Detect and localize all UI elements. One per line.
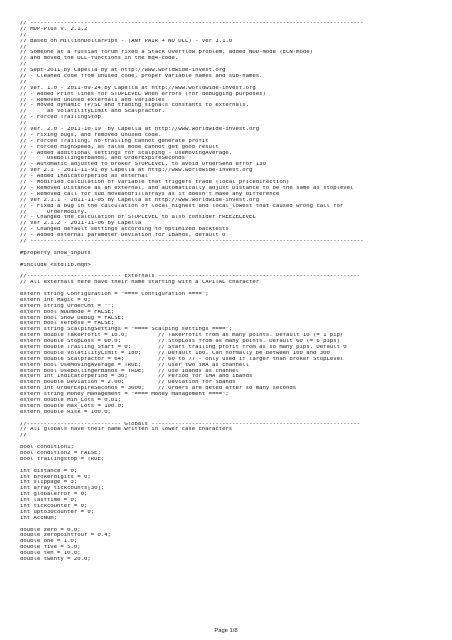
code-line: // - Forced HighSpeed, as false mode cannot get good result [20, 144, 219, 150]
code-line: extern int OrderExpireSeconds = 3600; // Orders are deted after so many seconds [20, 386, 297, 392]
code-line: extern string ScalpingSettings = "==== Scalping settings ===="; [20, 327, 233, 333]
code-line: extern double VolatilityLimit = 180; // Default 180. Can normally be between 100 and 300 [20, 350, 330, 356]
code-line: // - Added Print lines for STOPLEVEL when errors (for debugging purposes) [20, 91, 266, 97]
page-number: Page 1/8 [214, 628, 238, 634]
code-line: // [20, 79, 27, 85]
code-line: // as VolatilityLimit and Scalpfactor. [20, 109, 165, 115]
code-line: extern double Scalpfactor = 64; // 60 to 77 - only used if larger than broker StopLevel [20, 356, 344, 362]
code-line: // - Removed Distance as an external, and automatically adjust Distance to be the same as stoplevel [20, 185, 354, 191]
code-line: // Someone at a russian forum fixed a Stack Overflow problem, added NDD-mode (ECN-mode) [20, 50, 313, 56]
code-line: #include <stdlib.mqh> [20, 262, 91, 268]
code-line: // - Changed the calculation of STOPLEVEL to also consider FREEZELEVEL [20, 215, 256, 221]
code-line: double zeropointfour = 0.4; [20, 533, 111, 539]
code-line: // OrderModify. [20, 209, 88, 215]
code-line: extern double Deviation = 2.00; // Deviation for iBands [20, 380, 236, 386]
code-line: int tickcounter = 0; [20, 504, 88, 510]
code-line: // - Moved dynamic TP/SL and trading signals constants to externals, [20, 103, 250, 109]
code-line: // - Added additional settings for scalping - UseMovingAverage, [20, 150, 233, 156]
code-line: extern bool Show_Debug = FALSE; [20, 315, 125, 321]
code-line: // Ver 2.1 - 2011-11-91 by Capella at http://www.worldwide-invest.org [20, 168, 253, 174]
code-line: // Ver 2.1.1 - 2011-11-05 by Capella at http://www.worldwide-invest.org [20, 197, 260, 203]
code-line: // Based on MillionDollarPips - (ANY PAIR + NO DLL) - ver 1.1.0 [20, 38, 233, 44]
code-line: int globalerror = 0; [20, 492, 88, 498]
code-line: bool condition2 = FALSE; [20, 451, 101, 457]
code-line: double ten = 10.0; [20, 551, 81, 557]
code-line: // UseBollingerBands, and OrderExpireSeconds [20, 156, 186, 162]
code-line: // - Removed call for sub moveandfillarrays as it doesn't make any difference [20, 191, 280, 197]
code-line: //---------------------------- Externals ------------------------------------------------------------ [20, 274, 361, 280]
code-line: extern double Max_Lots = 100.0; [20, 403, 125, 409]
code-line: double five = 5.0; [20, 545, 81, 551]
code-line: extern double Risk = 100.0; [20, 409, 111, 415]
code-line: // --------------------------------------------------------------------------------------------------- [20, 21, 364, 26]
code-line: // Ver. 2.0 - 2011-10-19 by Capella at http://www.worldwide-invest.org [20, 127, 260, 133]
code-line: // - Added Indicatorperiod as external [20, 174, 148, 180]
code-line: int distance = 0; [20, 468, 78, 474]
code-line: // Ver 2.1.2 - 2011-11-06 by Capella [20, 221, 142, 227]
code-line: // --------------------------------------------------------------------------------------------------- [20, 238, 364, 244]
code-line: extern double Min_Lots = 0.01; [20, 398, 122, 403]
code-line: // Sept-2011 by Capella by at http://www.worldwide-invest.org [20, 68, 226, 74]
code-line: extern bool UseMovingAverage = TRUE; // User two iMA as channell [20, 362, 250, 368]
code-line: extern bool UseBollingerBands = TRUE; // Use iBands as channel [20, 368, 239, 374]
code-line: // [20, 32, 27, 38]
code-line: bool condition1; [20, 445, 74, 451]
code-line: extern string Configuration = "==== Configuration ===="; [20, 291, 209, 297]
code-line: // [20, 44, 27, 50]
code-line: int array_tickcounts[30]; [20, 486, 105, 492]
code-line: // - Forced Trailing, no-trailing cannot generate profit [20, 138, 209, 144]
code-line: double one = 1.0; [20, 539, 78, 545]
code-line: // - Fixed a bug in the calculation of local_highest and local_lowest that caused wrong call for [20, 203, 344, 209]
code-line: // [20, 433, 27, 439]
code-line: // and moved the DLL-functions in the mq4-code. [20, 56, 179, 62]
code-line: // - Fixing bugs, and removed unused code. [20, 132, 162, 138]
code-line: // - Changed default settings according to optimized backtests [20, 227, 229, 233]
code-line: int brokerdigits = 0; [20, 474, 91, 480]
code-line: extern string OrderCmt = ""; [20, 303, 115, 309]
code-line: // Ver. 1.0 - 2011-09-24 by Capella at http://www.worldwide-invest.org [20, 85, 256, 91]
code-line: //---------------------------- Globals -------------------------------------------------------------- [20, 421, 361, 427]
code-line: // - Automatic adjusted to broker STOPLEVEL, to avoid OrderSend error 130 [20, 162, 266, 168]
code-line: // All globals have their name written in lower case characters [20, 427, 233, 433]
code-line: extern int Indicatorperiod = 30; // Period for iMA and iBands [20, 374, 253, 380]
code-line: extern double TakeProfit = 10.0; // TakeProfit from as many points. Default 10 (= 1 pip) [20, 333, 344, 339]
code-line: extern double Trailing_Start = 0; // Start trailing profit from as so many pips. Default 0 [20, 344, 347, 350]
code-line: // - Cleaned code from unused code, proper variable names and sub-names. [20, 74, 263, 80]
code-line: int lasttime = 0; [20, 498, 78, 504]
code-line: double twenty = 20.0; [20, 557, 91, 563]
code-line: double zero = 0.0; [20, 527, 81, 533]
code-line: #property show_inputs [20, 250, 91, 256]
code-line: extern int Magic = 0; [20, 297, 91, 303]
code-line: extern double StopLoss = 60.0; // StopLoss from as many points. Default 60 (= 6 pips) [20, 339, 340, 345]
code-line: int slippage = 3; [20, 480, 78, 486]
code-line: // [20, 62, 27, 68]
code-line: int AccNum; [20, 515, 58, 521]
code-line: // MDP-Plus v. 2.1.2 [20, 26, 88, 32]
code-line: bool trailingstop = TRUE; [20, 456, 105, 462]
code-line: // All externals here have their name starting with a CAPITAL character [20, 280, 260, 286]
code-line: // - Removed unused externals and variables [20, 97, 165, 103]
code-line: extern bool Verbose = FALSE; [20, 321, 115, 327]
code-line: extern bool NDDmode = FALSE; [20, 309, 115, 315]
code-line: extern string Money_Management = "==== Money Management ===="; [20, 392, 229, 398]
code-line: // - Forced TrailingStop [20, 115, 101, 121]
source-code-listing [20, 21, 440, 563]
code-line: // - Modified calculation of variable that triggers trade (local_pricedirection) [20, 180, 290, 186]
code-line: int upto30counter = 0; [20, 509, 95, 515]
code-line: // [20, 121, 27, 127]
code-line: // - Added external parameter Deviation for IBands, default 0 [20, 233, 226, 239]
